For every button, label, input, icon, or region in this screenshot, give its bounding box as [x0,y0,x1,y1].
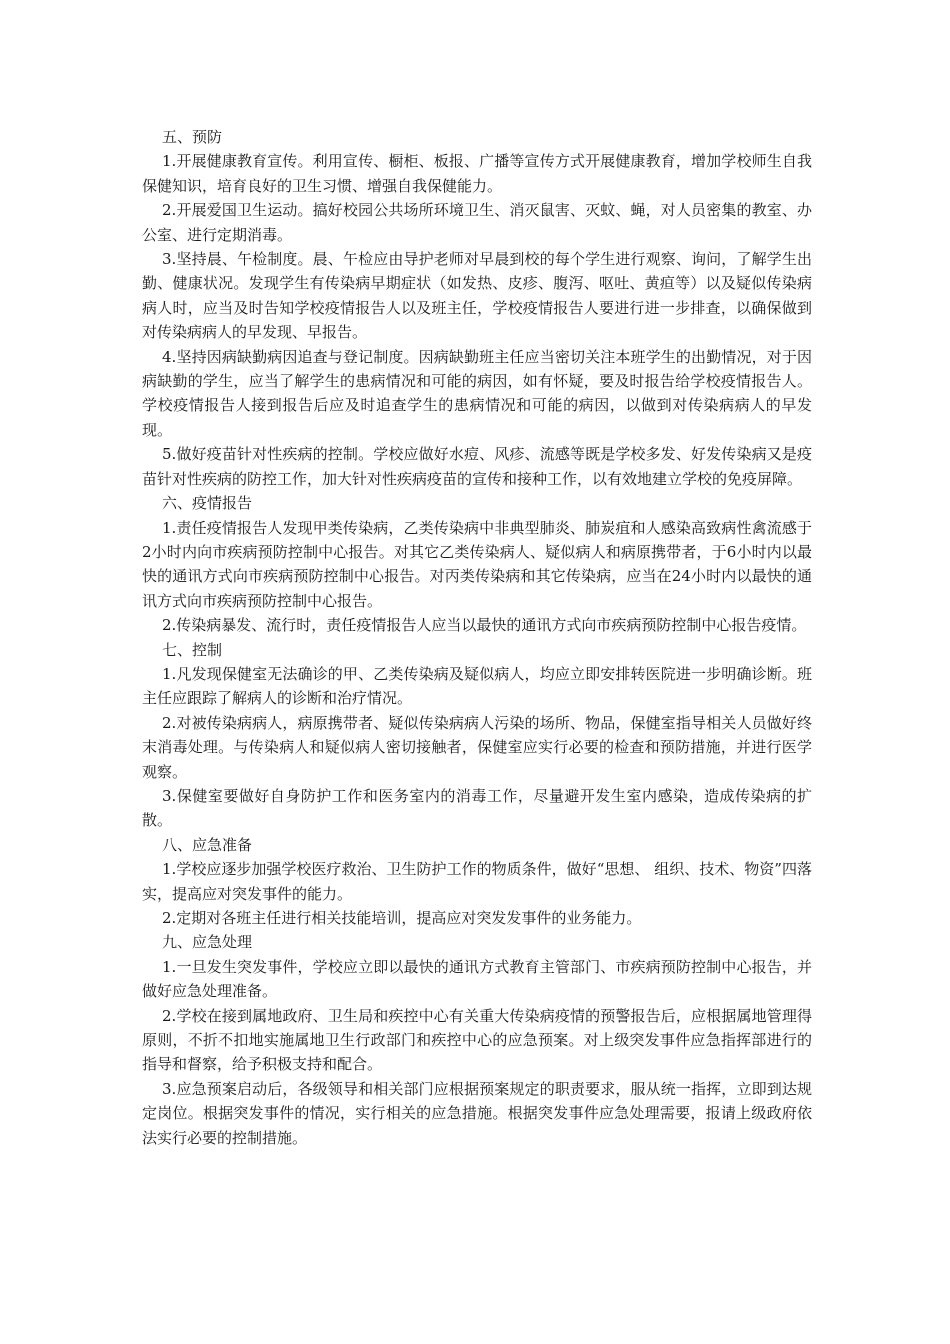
paragraph: 1.学校应逐步加强学校医疗救治、卫生防护工作的物质条件，做好“思想、 组织、技术、物资”四落实，提高应对突发事件的能力。 [142,860,812,903]
paragraph: 2.传染病暴发、流行时，责任疫情报告人应当以最快的通讯方式向市疾病预防控制中心报告疫情。 [162,616,807,635]
paragraph: 1.一旦发生突发事件，学校应立即以最快的通讯方式教育主管部门、市疾病预防控制中心报告，并做好应急处理准备。 [142,957,812,1001]
paragraph: 2.开展爱国卫生运动。搞好校园公共场所环境卫生、消灭鼠害、灭蚊、蝇，对人员密集的教室、办公室、进行定期消毒。 [142,201,812,244]
paragraph: 3.保健室要做好自身防护工作和医务室内的消毒工作，尽量避开发生室内感染，造成传染病的扩散。 [142,786,812,830]
paragraph: 2.对被传染病病人，病原携带者、疑似传染病病人污染的场所、物品，保健室指导相关人员做好终末消毒处理。与传染病人和疑似病人密切接触者，保健室应实行必要的检查和预防措施，并进行医学观察。 [142,713,812,781]
section-emergency-preparation [142,833,812,931]
document-page [142,125,812,1150]
section-heading: 六、疫情报告 [162,494,253,513]
section-control [142,638,812,833]
section-epidemic-report [142,491,812,637]
paragraph: 1.责任疫情报告人发现甲类传染病，乙类传染病中非典型肺炎、肺炭疽和人感染高致病性禽流感于2小时内向市疾病预防控制中心报告。对其它乙类传染病人、疑似病人和病原携带者，于6小时内以最快的通讯方式向市疾病预防控制中心报告。对丙类传染病和其它传染病，应当在24小时内以最快的通讯方式向市疾病预防控制中心报告。 [142,518,812,610]
section-heading: 五、预防 [162,128,223,146]
section-emergency-handling [142,930,812,1150]
paragraph: 2.定期对各班主任进行相关技能培训，提高应对突发发事件的业务能力。 [162,909,642,927]
section-heading: 七、控制 [162,640,223,659]
paragraph: 3.应急预案启动后，各级领导和相关部门应根据预案规定的职责要求，服从统一指挥，立即到达规定岗位。根据突发事件的情况，实行相关的应急措施。根据突发事件应急处理需要，报请上级政府依法实行必要的控制措施。 [142,1079,812,1147]
section-heading: 八、应急准备 [162,835,253,854]
section-prevention [142,125,812,491]
paragraph: 1.开展健康教育宣传。利用宣传、橱柜、板报、广播等宣传方式开展健康教育，增加学校师生自我保健知识，培育良好的卫生习惯、增强自我保健能力。 [142,152,812,195]
paragraph: 2.学校在接到属地政府、卫生局和疾控中心有关重大传染病疫情的预警报告后，应根据属地管理得原则，不折不扣地实施属地卫生行政部门和疾控中心的应急预案。对上级突发事件应急指挥部进行的指导和督察，给予积极支持和配合。 [142,1006,812,1074]
paragraph: 4.坚持因病缺勤病因追查与登记制度。因病缺勤班主任应当密切关注本班学生的出勤情况，对于因病缺勤的学生，应当了解学生的患病情况和可能的病因，如有怀疑，要及时报告给学校疫情报告人。学校疫情报告人接到报告后应及时追查学生的患病情况和可能的病因，以做到对传染病病人的早发现。 [142,347,812,439]
paragraph: 3.坚持晨、午检制度。晨、午检应由导护老师对早晨到校的每个学生进行观察、询问，了解学生出勤、健康状况。发现学生有传染病早期症状（如发热、皮疹、腹泻、呕吐、黄疸等）以及疑似传染病病人时，应当及时告知学校疫情报告人以及班主任，学校疫情报告人要进行进一步排查，以确保做到对传染病病人的早发现、早报告。 [142,250,812,342]
paragraph: 5.做好疫苗针对性疾病的控制。学校应做好水痘、风疹、流感等既是学校多发、好发传染病又是疫苗针对性疾病的防控工作，加大针对性疾病疫苗的宣传和接种工作，以有效地建立学校的免疫屏障。 [142,445,812,488]
section-heading: 九、应急处理 [162,933,253,952]
paragraph: 1.凡发现保健室无法确诊的甲、乙类传染病及疑似病人，均应立即安排转医院进一步明确诊断。班主任应跟踪了解病人的诊断和治疗情况。 [142,664,812,708]
